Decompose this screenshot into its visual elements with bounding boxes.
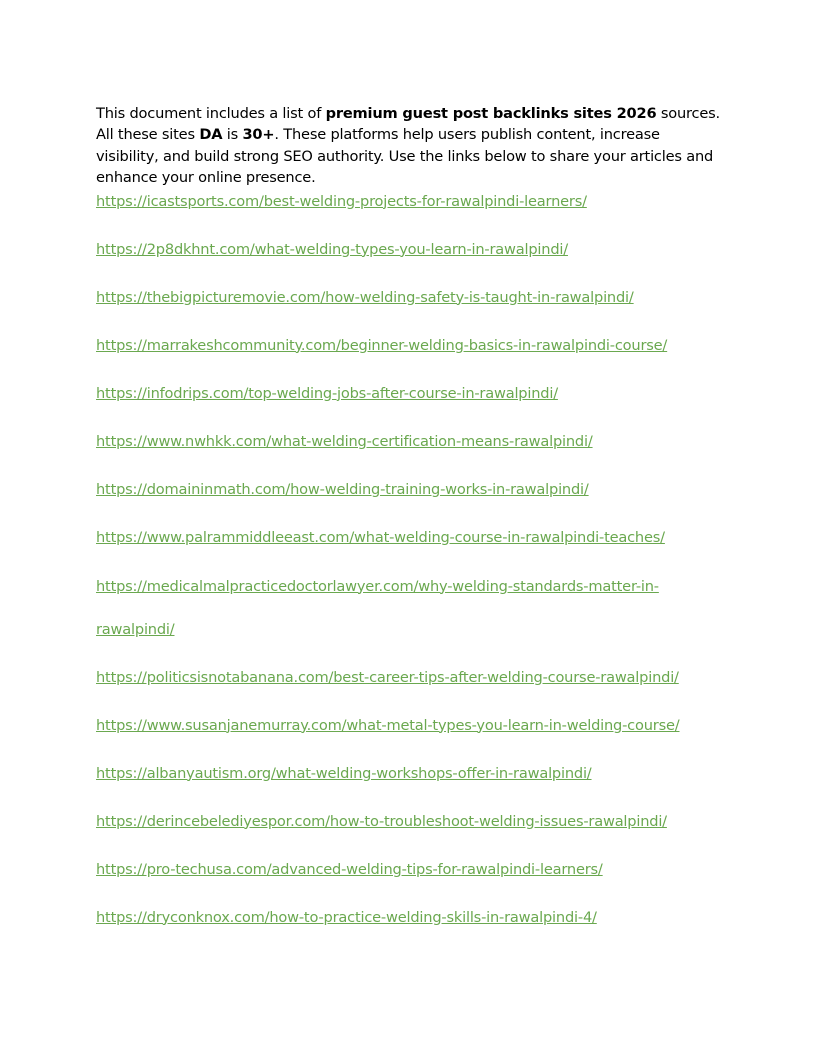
intro-text-2: sources. All these sites — [96, 105, 720, 144]
document-page — [96, 103, 726, 955]
backlink-url[interactable]: https://2p8dkhnt.com/what-welding-types-you-learn-in-rawalpindi/ — [96, 240, 568, 258]
backlink-url[interactable]: https://pro-techusa.com/advanced-welding-tips-for-rawalpindi-learners/ — [96, 860, 603, 878]
intro-bold-da: DA — [199, 126, 223, 144]
intro-text-1: This document includes a list of — [96, 105, 326, 122]
intro-bold-keyword: premium guest post backlinks sites 2026 — [325, 105, 657, 122]
backlink-url[interactable]: https://www.palrammiddleeast.com/what-welding-course-in-rawalpindi-teaches/ — [96, 528, 665, 546]
backlink-url[interactable]: https://albanyautism.org/what-welding-workshops-offer-in-rawalpindi/ — [96, 764, 592, 782]
backlink-url[interactable]: https://thebigpicturemovie.com/how-welding-safety-is-taught-in-rawalpindi/ — [96, 288, 634, 306]
intro-text-3: is — [222, 126, 243, 144]
backlink-url[interactable]: https://derincebelediyespor.com/how-to-troubleshoot-welding-issues-rawalpindi/ — [96, 812, 667, 830]
backlink-url[interactable]: https://politicsisnotabanana.com/best-career-tips-after-welding-course-rawalpindi/ — [96, 668, 679, 686]
backlink-url[interactable]: https://medicalmalpracticedoctorlawyer.com/why-welding-standards-matter-in-rawalpindi/ — [96, 577, 659, 638]
backlink-url[interactable]: https://marrakeshcommunity.com/beginner-welding-basics-in-rawalpindi-course/ — [96, 336, 668, 354]
backlink-url[interactable]: https://icastsports.com/best-welding-projects-for-rawalpindi-learners/ — [96, 192, 587, 210]
intro-paragraph — [96, 103, 726, 189]
intro-text-4: . These platforms help users publish content, increase visibility, and build strong SEO authority. Use the links below to share your articles and enhance your online presence. — [96, 126, 714, 187]
backlink-url[interactable]: https://dryconknox.com/how-to-practice-welding-skills-in-rawalpindi-4/ — [96, 908, 597, 926]
backlink-url[interactable]: https://domaininmath.com/how-welding-training-works-in-rawalpindi/ — [96, 480, 589, 498]
link-list — [96, 191, 726, 929]
backlink-url[interactable]: https://www.nwhkk.com/what-welding-certification-means-rawalpindi/ — [96, 432, 593, 450]
backlink-url[interactable]: https://www.susanjanemurray.com/what-metal-types-you-learn-in-welding-course/ — [96, 716, 680, 734]
backlink-url[interactable]: https://infodrips.com/top-welding-jobs-after-course-in-rawalpindi/ — [96, 384, 558, 402]
intro-bold-30plus: 30+ — [242, 126, 275, 144]
